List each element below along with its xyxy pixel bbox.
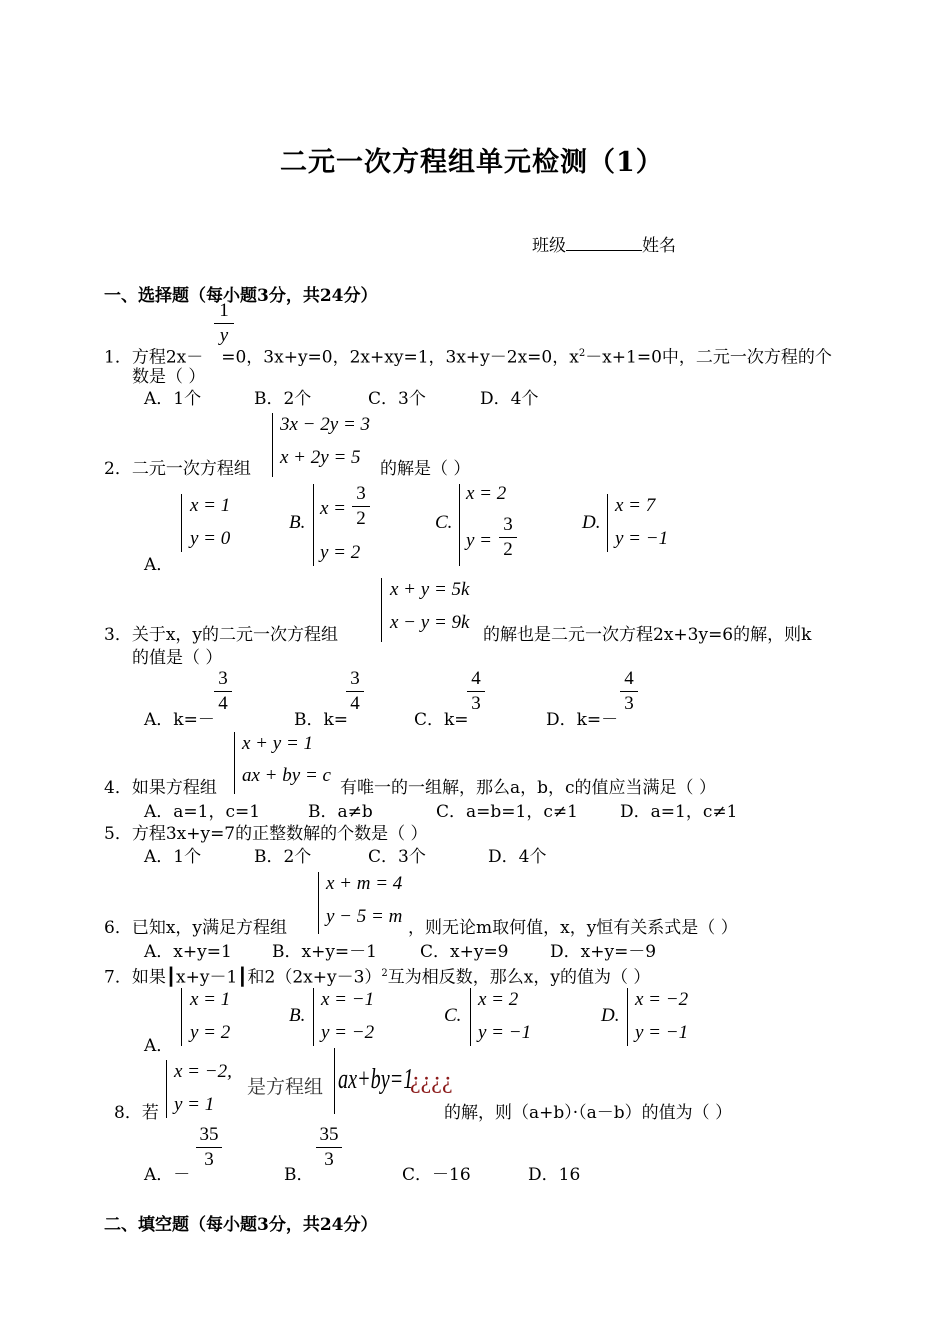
- q5-option-d[interactable]: D．4个: [488, 847, 547, 867]
- q7-a-x: x = 1: [190, 989, 231, 1010]
- q8-equation: ax+by=1: [338, 1064, 414, 1095]
- class-label: 班级: [532, 236, 566, 256]
- q2-d-brace: [607, 494, 608, 552]
- q2-c-x: x = 2: [466, 483, 507, 504]
- q8-a-fraction: [196, 1124, 222, 1171]
- q1-sup: 2: [578, 348, 586, 359]
- section-2-heading: 二、填空题（每小题3分，共24分）: [104, 1215, 378, 1235]
- q3-sys-2: x − y = 9k: [390, 612, 470, 633]
- q2-brace: [272, 413, 273, 477]
- q4-option-d[interactable]: D．a=1，c≠1: [620, 802, 738, 822]
- q7-c-x: x = 2: [478, 989, 519, 1010]
- q3-d-fraction: [620, 668, 638, 715]
- q2-sys-2: x + 2y = 5: [280, 447, 361, 468]
- q3-option-a[interactable]: A．k=－: [144, 710, 215, 730]
- q6-option-c[interactable]: C．x+y=9: [420, 942, 509, 962]
- q8-a-frac-bar: [196, 1147, 222, 1148]
- q5-option-a[interactable]: A．1个: [144, 847, 202, 867]
- q3-c-frac-num: 4: [471, 668, 481, 689]
- q3-b-fraction: [346, 668, 364, 715]
- q7-option-c-label[interactable]: C.: [444, 1005, 462, 1026]
- q2-c-frac-den: 2: [503, 539, 513, 560]
- q1-option-b[interactable]: B．2个: [254, 389, 312, 409]
- q8-b-fraction: [316, 1124, 342, 1171]
- q3-a-frac-num: 3: [218, 668, 228, 689]
- q2-d-x: x = 7: [615, 495, 656, 516]
- q2-a-y: y = 0: [190, 528, 231, 549]
- q7-c-brace: [470, 988, 471, 1046]
- q7-d-x: x = −2: [635, 989, 689, 1010]
- q2-c-frac-bar: [499, 537, 517, 538]
- q3-a-frac-bar: [214, 691, 232, 692]
- q2-b-y: y = 2: [320, 542, 361, 563]
- q7-text-b: 互为相反数，那么x，y的值为（ ）: [387, 967, 651, 988]
- q1-tail: －x+1=0中，二元一次方程的个: [585, 347, 832, 368]
- q1-fraction: [214, 300, 234, 347]
- q4-prefix: 4．如果方程组: [104, 778, 217, 798]
- q1-line2: 数是（ ）: [132, 367, 206, 387]
- q6-prefix: 6．已知x，y满足方程组: [104, 918, 288, 938]
- q3-c-fraction: [467, 668, 485, 715]
- q8-b-frac-num: 35: [319, 1124, 339, 1145]
- q7-c-y: y = −1: [478, 1022, 532, 1043]
- q7-b-y: y = −2: [321, 1022, 375, 1043]
- q2-b-fraction: [352, 483, 370, 530]
- q5-text: 5．方程3x+y=7的正整数解的个数是（ ）: [104, 824, 428, 844]
- q1-option-c[interactable]: C．3个: [368, 389, 426, 409]
- q3-option-c[interactable]: C．k=: [414, 710, 469, 730]
- q2-suffix: 的解是（ ）: [380, 459, 471, 479]
- q6-option-b[interactable]: B．x+y=－1: [272, 942, 377, 962]
- q6-option-a[interactable]: A．x+y=1: [144, 942, 232, 962]
- q1-frac-num: 1: [219, 300, 229, 321]
- q8-mid: 是方程组: [247, 1076, 324, 1098]
- q2-b-x: x =: [320, 498, 347, 519]
- q8-option-a[interactable]: A．－: [144, 1165, 191, 1185]
- q8-option-d[interactable]: D．16: [528, 1165, 581, 1185]
- q4-option-a[interactable]: A．a=1，c=1: [144, 802, 261, 822]
- q2-b-frac-bar: [352, 506, 370, 507]
- q7-b-x: x = −1: [321, 989, 375, 1010]
- q8-sys-2: y = 1: [174, 1094, 215, 1115]
- q2-option-a-label[interactable]: A．: [144, 555, 174, 575]
- q8-suffix: 的解，则（a+b）·（a－b）的值为（ ）: [444, 1103, 733, 1123]
- q4-option-b[interactable]: B．a≠b: [308, 802, 373, 822]
- q3-brace: [381, 578, 382, 642]
- q1-prefix: 1．方程2x－: [104, 347, 204, 368]
- q3-b-frac-den: 4: [350, 693, 360, 714]
- q2-c-fraction: [499, 514, 517, 561]
- q6-brace: [318, 872, 319, 934]
- q6-sys-2: y − 5 = m: [326, 906, 403, 927]
- q3-c-frac-bar: [467, 691, 485, 692]
- q4-option-c[interactable]: C．a=b=1，c≠1: [436, 802, 578, 822]
- page-title: 二元一次方程组单元检测（1）: [280, 147, 664, 178]
- name-label: 姓名: [642, 236, 676, 256]
- q2-c-y: y =: [466, 530, 493, 551]
- class-field: [532, 236, 676, 256]
- q8-prefix: 8．若: [114, 1103, 159, 1123]
- q7-option-b-label[interactable]: B.: [289, 1005, 306, 1026]
- q4-brace: [234, 732, 235, 794]
- q3-option-b[interactable]: B．k=: [294, 710, 349, 730]
- section-1-heading: 一、选择题（每小题3分，共24分）: [104, 286, 378, 306]
- q2-option-c-label[interactable]: C.: [435, 512, 453, 533]
- q2-c-frac-num: 3: [503, 514, 513, 535]
- q7-a-y: y = 2: [190, 1022, 231, 1043]
- q8-b-frac-den: 3: [324, 1149, 334, 1170]
- q8-brace: [166, 1060, 167, 1118]
- q3-prefix: 3．关于x，y的二元一次方程组: [104, 625, 339, 645]
- q3-d-frac-num: 4: [624, 668, 634, 689]
- q6-suffix: ，则无论m取何值，x，y恒有关系式是（ ）: [408, 918, 738, 938]
- q3-a-frac-den: 4: [218, 693, 228, 714]
- q3-line2: 的值是（ ）: [132, 648, 223, 668]
- q7-b-brace: [313, 988, 314, 1046]
- q2-sys-1: 3x − 2y = 3: [280, 414, 371, 435]
- q1-frac-den: y: [219, 325, 229, 346]
- q8-a-frac-den: 3: [204, 1149, 214, 1170]
- q3-suffix: 的解也是二元一次方程2x+3y=6的解，则k: [483, 625, 812, 645]
- q8-option-c[interactable]: C．－16: [402, 1165, 471, 1185]
- q8-system-brace: [334, 1048, 335, 1114]
- q8-b-frac-bar: [316, 1147, 342, 1148]
- q3-b-frac-bar: [346, 691, 364, 692]
- q4-sys-2: ax + by = c: [242, 765, 331, 786]
- q1-line1: [104, 344, 832, 368]
- q6-option-d[interactable]: D．x+y=－9: [550, 942, 657, 962]
- q1-rest: =0，3x+y=0，2x+xy=1，3x+y－2x=0，x: [221, 347, 579, 368]
- q8-a-frac-num: 35: [199, 1124, 219, 1145]
- q7-text-a: 7．如果┃x+y－1┃和2（2x+y－3）: [104, 967, 382, 988]
- q7-a-brace: [181, 988, 182, 1046]
- q1-option-a[interactable]: A．1个: [144, 389, 202, 409]
- q8-option-b[interactable]: B．: [284, 1165, 314, 1185]
- q6-sys-1: x + m = 4: [326, 873, 403, 894]
- q1-frac-bar: [214, 323, 234, 324]
- q7-text: [104, 964, 650, 988]
- q3-b-frac-num: 3: [350, 668, 360, 689]
- q2-a-x: x = 1: [190, 495, 231, 516]
- q3-sys-1: x + y = 5k: [390, 579, 470, 600]
- q3-c-frac-den: 3: [471, 693, 481, 714]
- q3-option-d[interactable]: D．k=－: [546, 710, 619, 730]
- q2-b-frac-den: 2: [356, 508, 366, 529]
- q5-option-b[interactable]: B．2个: [254, 847, 312, 867]
- q2-c-brace: [459, 484, 460, 566]
- q2-b-frac-num: 3: [356, 483, 366, 504]
- q3-d-frac-den: 3: [624, 693, 634, 714]
- q7-option-a-label[interactable]: A．: [144, 1036, 174, 1056]
- q7-sup: 2: [381, 968, 388, 979]
- q8-sys-1: x = −2,: [174, 1061, 232, 1082]
- q4-suffix: 有唯一的一组解，那么a，b，c的值应当满足（ ）: [340, 778, 716, 798]
- q1-option-d[interactable]: D．4个: [480, 389, 539, 409]
- q2-d-y: y = −1: [615, 528, 669, 549]
- q7-d-brace: [627, 988, 628, 1046]
- q2-b-brace: [313, 484, 314, 566]
- q2-option-b-label[interactable]: B.: [289, 512, 306, 533]
- q3-a-fraction: [214, 668, 232, 715]
- q2-prefix: 2．二元一次方程组: [104, 459, 251, 479]
- q8-garbled: ¿¿¿¿: [410, 1068, 453, 1094]
- q2-option-d-label[interactable]: D.: [582, 512, 601, 533]
- q3-d-frac-bar: [620, 691, 638, 692]
- q2-a-brace: [181, 494, 182, 552]
- class-blank[interactable]: [566, 236, 642, 251]
- q7-option-d-label[interactable]: D.: [601, 1005, 620, 1026]
- q7-d-y: y = −1: [635, 1022, 689, 1043]
- q5-option-c[interactable]: C．3个: [368, 847, 426, 867]
- q4-sys-1: x + y = 1: [242, 733, 314, 754]
